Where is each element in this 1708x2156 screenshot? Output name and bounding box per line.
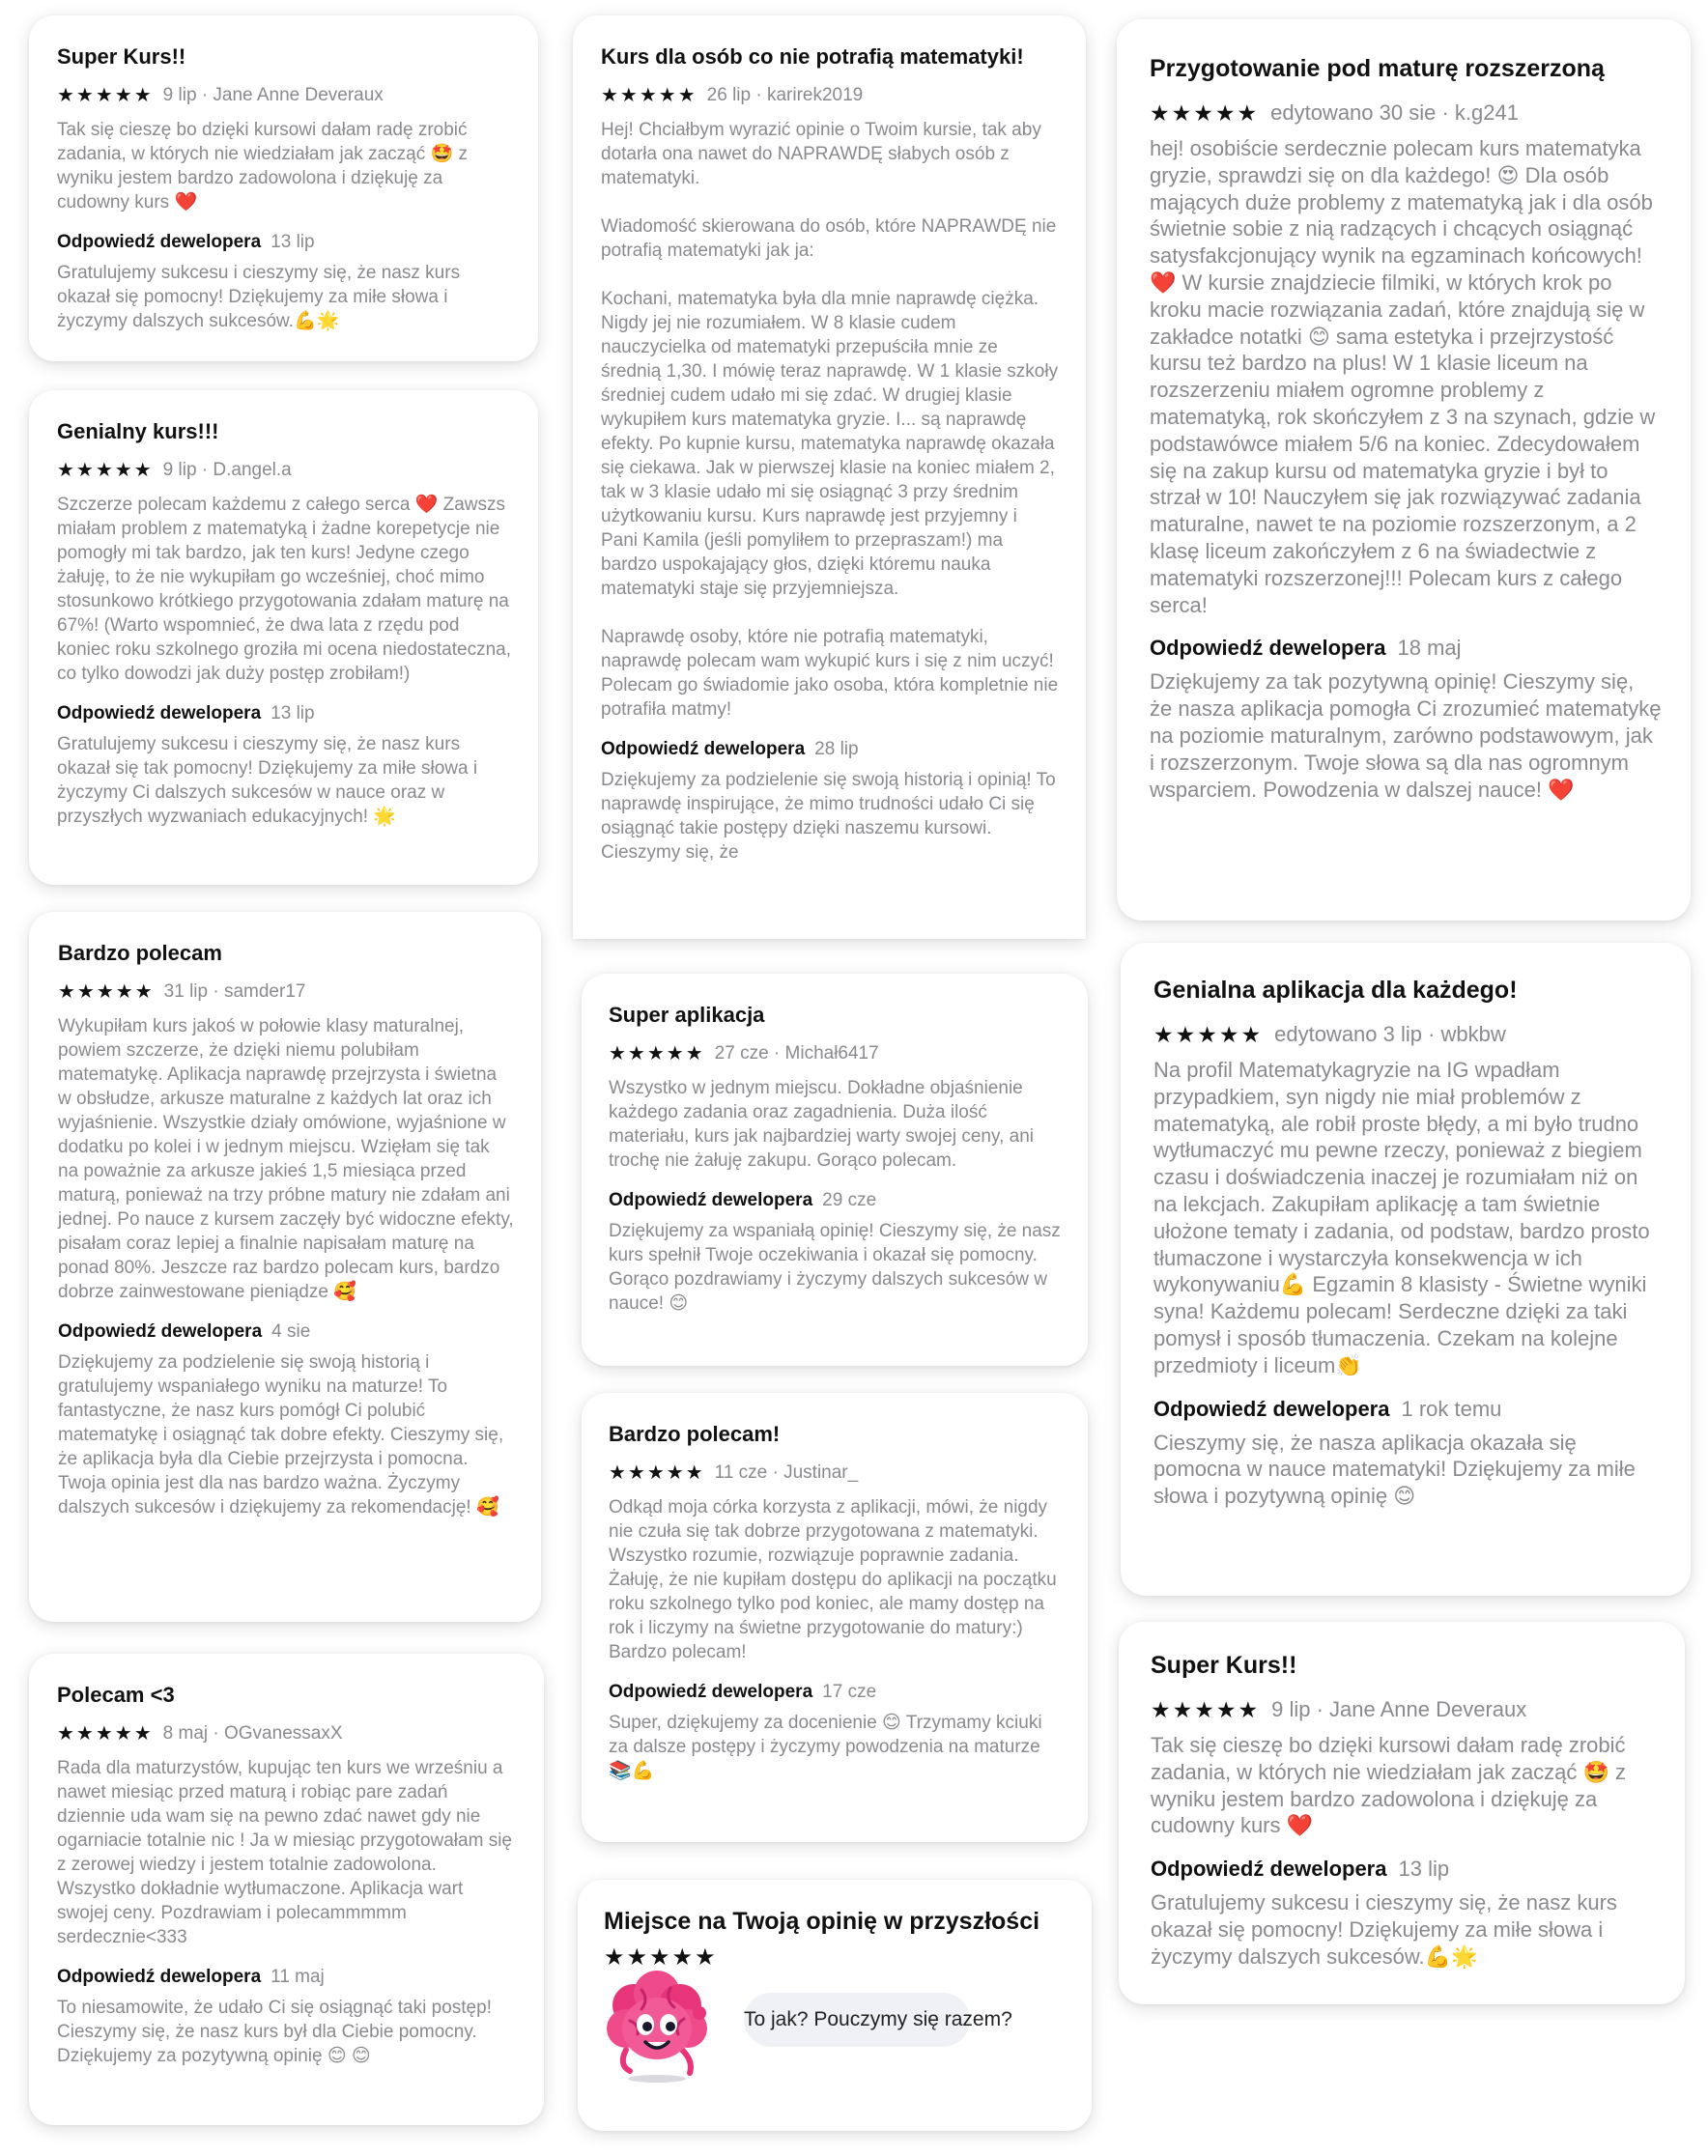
review-body	[57, 1756, 517, 1949]
review-paragraph: Odkąd moja córka korzysta z aplikacji, mówi, że nigdy nie czuła się tak dobrze przygotowana z matematyki. Wszystko rozumie, rozwiązuje poprawnie zadania. Żałuję, że nie kupiłam dostępu do aplikacji na początku roku szkolnego tylko pod koniec, ale mamy dostęp na rok i liczymy na świetne przygotowanie do matury:) Bardzo polecam!	[609, 1497, 1057, 1662]
review-body	[609, 1076, 1061, 1173]
review-meta	[57, 1721, 517, 1746]
review-paragraph: Rada dla maturzystów, kupując ten kurs we wrześniu a nawet miesiąc przed maturą i robiąc pare zadań dziennie uda wam się na pewno zdać nawet gdy nie ogarniacie totalnie nic ! Ja w miesiąc przygotowałam się z zerowej wiedzy i jestem totalnie zadowolona. Wszystko dokładnie wytłumaczone. Aplikacja wart swojej ceny. Pozdrawiam i polecammmmm serdecznie<333	[57, 1758, 512, 1947]
developer-reply-header	[57, 230, 511, 255]
review-paragraph: Tak się cieszę bo dzięki kursowi dałam radę zrobić zadania, w których nie wiedziałam jak zacząć 🤩 z wyniku jestem bardzo zadowolona i dziękuję za cudowny kurs ❤️	[1151, 1733, 1627, 1838]
review-paragraph: Szczerze polecam każdemu z całego serca ❤️ Zawszs miałam problem z matematyką i żadne korepetycje nie pomogły mi tak bardzo, jak ten kurs! Jedyne czego żałuję, to że nie wykupiłam go wcześniej, choć mimo stosunkowo krótkiego przygotowania zdałam maturę na 67%! (Warto wspomnieć, że dwa lata z rzędu pod koniec roku szkolnego groziła mi ocena niedostateczna, co tylko dowodzi jak duży postęp zrobiłam!)	[57, 495, 511, 684]
review-body	[1153, 1057, 1664, 1379]
developer-reply-label: Odpowiedź dewelopera	[1153, 1396, 1390, 1421]
review-title: Super Kurs!!	[1151, 1652, 1297, 1679]
review-body	[57, 493, 511, 686]
review-date-author: 11 cze · Justinar_	[714, 1462, 859, 1483]
rating-stars: ★★★★★	[1153, 1022, 1264, 1047]
developer-reply-date: 1 rok temu	[1401, 1396, 1502, 1421]
rating-stars: ★★★★★	[601, 85, 697, 106]
review-card	[29, 15, 538, 361]
review-meta	[57, 458, 511, 483]
developer-reply-text: Gratulujemy sukcesu i cieszymy się, że nasz kurs okazał się pomocny! Dziękujemy za miłe słowa i życzymy dalszych sukcesów.💪🌟	[57, 263, 461, 331]
review-meta	[609, 1461, 1061, 1486]
review-card	[29, 390, 538, 885]
developer-reply-label: Odpowiedź dewelopera	[57, 232, 262, 252]
placeholder-review-card	[578, 1880, 1092, 2131]
review-card	[1119, 1622, 1685, 2004]
developer-reply-label: Odpowiedź dewelopera	[57, 703, 262, 723]
review-title: Bardzo polecam	[58, 941, 222, 965]
developer-reply-text: Dziękujemy za tak pozytywną opinię! Cieszymy się, że nasza aplikacja pomogła Ci zrozumieć matematykę na poziomie maturalnym, zarówno podstawowym, jak i rozszerzonym. Twoje słowa są dla nas ogromnym wsparciem. Powodzenia w dalszej nauce! ❤️	[1150, 669, 1662, 802]
review-title: Przygotowanie pod maturę rozszerzoną	[1150, 55, 1605, 82]
review-date-author: edytowano 3 lip · wbkbw	[1274, 1022, 1506, 1046]
review-body	[57, 118, 511, 214]
review-meta	[609, 1041, 1061, 1066]
developer-reply-date: 11 maj	[270, 1967, 325, 1987]
developer-reply-header	[601, 737, 1059, 762]
developer-reply-date: 28 lip	[814, 739, 859, 759]
developer-reply-label: Odpowiedź dewelopera	[1151, 1857, 1387, 1882]
developer-reply-text: Gratulujemy sukcesu i cieszymy się, że nasz kurs okazał się tak pomocny! Dziękujemy za miłe słowa i życzymy Ci dalszych sukcesów w nauce oraz w przyszłych wyzwaniach edukacyjnych! 🌟	[57, 734, 478, 827]
developer-reply-label: Odpowiedź dewelopera	[1150, 636, 1386, 661]
review-meta	[1151, 1695, 1658, 1724]
review-body	[601, 118, 1059, 722]
review-meta	[58, 979, 514, 1005]
review-body	[1150, 135, 1662, 618]
review-paragraph: Naprawdę osoby, które nie potrafią matematyki, naprawdę polecam wam wykupić kurs i się z nim uczyć! Polecam go świadomie jako osoba, która kompletnie nie potrafiła matmy!	[601, 627, 1059, 720]
rating-stars: ★★★★★	[57, 460, 154, 481]
developer-reply-header	[57, 701, 511, 726]
developer-reply-label: Odpowiedź dewelopera	[601, 739, 806, 759]
review-title: Genialny kurs!!!	[57, 419, 219, 443]
developer-reply-label: Odpowiedź dewelopera	[57, 1967, 262, 1987]
review-date-author: 31 lip · samder17	[163, 981, 306, 1002]
review-body	[609, 1495, 1061, 1664]
developer-reply-date: 13 lip	[270, 703, 315, 723]
review-title: Super Kurs!!	[57, 44, 186, 69]
developer-reply-date: 13 lip	[270, 232, 315, 252]
review-title: Super aplikacja	[609, 1003, 765, 1027]
rating-stars: ★★★★★	[604, 1944, 718, 1971]
rating-stars: ★★★★★	[1150, 100, 1260, 126]
review-paragraph: Tak się cieszę bo dzięki kursowi dałam radę zrobić zadania, w których nie wiedziałam jak zacząć 🤩 z wyniku jestem bardzo zadowolona i dziękuję za cudowny kurs ❤️	[57, 120, 468, 213]
developer-reply-header	[58, 1319, 514, 1345]
developer-reply-text: Cieszymy się, że nasza aplikacja okazała się pomocna w nauce matematyki! Dziękujemy za miłe słowa i pozytywną opinię 😊	[1153, 1430, 1636, 1509]
developer-reply-text: Gratulujemy sukcesu i cieszymy się, że nasz kurs okazał się pomocny! Dziękujemy za miłe słowa i życzymy dalszych sukcesów.💪🌟	[1151, 1890, 1617, 1969]
developer-reply-label: Odpowiedź dewelopera	[609, 1190, 813, 1210]
review-card	[582, 1393, 1088, 1842]
review-meta	[1153, 1020, 1664, 1049]
developer-reply-header	[57, 1965, 517, 1990]
developer-reply-text: Dziękujemy za podzielenie się swoją historią i gratulujemy wspaniałego wyniku na maturze! To fantastyczne, że nasz kurs pomógł Ci polubić matematykę i osiągnąć tak dobre efekty. Cieszymy się, że aplikacja była dla Ciebie przejrzysta i pomocna. Twoja opinia jest dla nas bardzo ważna. Życzymy dalszych sukcesów i dziękujemy za rekomendację! 🥰	[58, 1352, 504, 1518]
review-meta	[601, 83, 1059, 108]
developer-reply-text: Dziękujemy za wspaniałą opinię! Cieszymy się, że nasz kurs spełnił Twoje oczekiwania i okazał się pomocny. Gorąco pozdrawiamy i życzymy dalszych sukcesów w nauce! 😊	[609, 1221, 1061, 1314]
review-date-author: 9 lip · D.angel.a	[162, 460, 292, 480]
review-paragraph: Hej! Chciałbym wyrazić opinie o Twoim kursie, tak aby dotarła ona nawet do NAPRAWDĘ słabych osób z matematyki.	[601, 120, 1041, 188]
review-date-author: 26 lip · karirek2019	[706, 85, 864, 105]
rating-stars: ★★★★★	[57, 85, 154, 106]
developer-reply-date: 18 maj	[1397, 636, 1462, 661]
developer-reply-text: Super, dziękujemy za docenienie 😊 Trzymamy kciuki za dalsze postępy i życzymy powodzenia na maturze 📚💪	[609, 1713, 1042, 1781]
developer-reply-date: 17 cze	[822, 1682, 877, 1702]
review-title: Genialna aplikacja dla każdego!	[1153, 977, 1518, 1004]
review-card	[29, 1654, 544, 2125]
review-meta	[57, 83, 511, 108]
developer-reply-date: 4 sie	[271, 1321, 311, 1342]
review-date-author: 9 lip · Jane Anne Deveraux	[1271, 1697, 1527, 1721]
review-card	[29, 912, 541, 1622]
review-paragraph: Wiadomość skierowana do osób, które NAPRAWDĘ nie potrafią matematyki jak ja:	[601, 216, 1057, 261]
developer-reply-header	[1151, 1855, 1658, 1884]
developer-reply-label: Odpowiedź dewelopera	[609, 1682, 813, 1702]
review-title: Kurs dla osób co nie potrafią matematyki!	[601, 44, 1024, 69]
developer-reply-text: To niesamowite, że udało Ci się osiągnąć taki postęp! Cieszymy się, że nasz kurs był dla Ciebie pomocny. Dziękujemy za pozytywną opinię 😊 😊	[57, 1998, 492, 2066]
review-paragraph: Kochani, matematyka była dla mnie naprawdę ciężka. Nigdy jej nie rozumiałem. W 8 klasie cudem nauczycielka od matematyki przepuściła mnie ze średnią 1,30. I mówię teraz naprawdę. W 1 klasie szkoły średniej cudem udało mi się zdać. W drugiej klasie wykupiłem kurs matematyka gryzie. I... są naprawdę efekty. Po kupnie kursu, matematyka naprawdę okazała się ciekawa. Jak w pierwszej klasie na koniec miałem 2, tak w 3 klasie udało mi się osiągnąć 3 przy średnim użytkowaniu kursu. Kurs naprawdę jest przyjemny i Pani Kamila (jeśli pomyliłem to przepraszam!) ma bardzo uspokajający głos, dzięki któremu nauka matematyki staje się przyjemniejsza.	[601, 289, 1059, 599]
review-meta	[1150, 99, 1662, 128]
review-title: Polecam <3	[57, 1683, 175, 1707]
developer-reply-date: 29 cze	[822, 1190, 877, 1210]
review-card	[1117, 19, 1691, 921]
review-title: Bardzo polecam!	[609, 1422, 781, 1446]
review-date-author: 8 maj · OGvanessaxX	[162, 1723, 343, 1744]
developer-reply-header	[609, 1188, 1061, 1213]
developer-reply-date: 13 lip	[1398, 1857, 1450, 1882]
brain-mascot-icon	[597, 1965, 717, 2085]
review-card	[1121, 943, 1691, 1596]
developer-reply-header	[1150, 634, 1662, 663]
review-card	[573, 15, 1086, 939]
rating-stars: ★★★★★	[609, 1462, 705, 1484]
rating-stars: ★★★★★	[57, 1723, 154, 1745]
rating-stars: ★★★★★	[1151, 1697, 1261, 1722]
review-paragraph: Wszystko w jednym miejscu. Dokładne objaśnienie każdego zadania oraz zagadnienia. Duża ilość materiału, kurs jak najbardziej warty swojej ceny, ani trochę nie żałuję zakupu. Gorąco polecam.	[609, 1078, 1034, 1171]
developer-reply-label: Odpowiedź dewelopera	[58, 1321, 263, 1342]
rating-stars: ★★★★★	[609, 1043, 705, 1064]
review-date-author: 27 cze · Michał6417	[714, 1043, 879, 1064]
review-card	[582, 974, 1088, 1366]
review-date-author: edytowano 30 sie · k.g241	[1270, 100, 1519, 125]
speech-bubble: To jak? Pouczymy się razem?	[744, 1993, 970, 2047]
review-body	[1151, 1732, 1658, 1839]
developer-reply-header	[1153, 1395, 1664, 1424]
review-paragraph: Wykupiłam kurs jakoś w połowie klasy maturalnej, powiem szczerze, że dzięki niemu polubiłam matematykę. Aplikacja naprawdę przejrzysta i świetna w obsłudze, arkusze maturalne z każdych lat oraz ich wyjaśnienie. Wszystkie działy omówione, wyjaśnione w dodatku po kolei i w jednym miejscu. Wzięłam się tak na poważnie za arkusze jakieś 1,5 miesiąca przed maturą, ponieważ na trzy próbne matury nie zdałam ani jednej. Po nauce z kursem zaczęły być widoczne efekty, pisałam coraz lepiej a finalnie napisałam maturę na ponad 80%. Jeszcze raz bardzo polecam kurs, bardzo dobrze zainwestowane pieniądze 🥰	[58, 1016, 514, 1302]
review-date-author: 9 lip · Jane Anne Deveraux	[162, 85, 384, 105]
developer-reply-text: Dziękujemy za podzielenie się swoją historią i opinią! To naprawdę inspirujące, że mimo trudności udało Ci się osiągnąć takie postępy dzięki naszemu kursowi. Cieszymy się, że	[601, 770, 1056, 863]
placeholder-title: Miejsce na Twoją opinię w przyszłości	[604, 1908, 1040, 1935]
review-paragraph: hej! osobiście serdecznie polecam kurs matematyka gryzie, sprawdzi się on dla każdego! 😍 Dla osób mających duże problemy z matematyką jak i dla osób świetnie sobie z nią radzących i chcących osiągnąć satysfakcjonujący wynik na egzaminach końcowych!❤️ W kursie znajdziecie filmiki, w których krok po kroku macie rozwiązania zadań, które znajdują się w zakładce notatki 😊 sama estetyka i przejrzystość kursu też bardzo na plus! W 1 klasie liceum na rozszerzeniu miałem ogromne problemy z matematyką, rok skończyłem z 3 na szynach, gdzie w podstawówce miałem 5/6 na koniec. Zdecydowałem się na zakup kursu od matematyka gryzie i był to strzał w 10! Nauczyłem się jak rozwiązywać zadania maturalne, nawet te na poziomie rozszerzonym, a 2 klasę liceum zakończyłem z 6 na świadectwie z matematyki rozszerzonej!!! Polecam kurs z całego serca!	[1150, 136, 1656, 617]
review-body	[58, 1014, 514, 1304]
rating-stars: ★★★★★	[58, 981, 155, 1003]
developer-reply-header	[609, 1680, 1061, 1705]
review-paragraph: Na profil Matematykagryzie na IG wpadłam przypadkiem, syn nigdy nie miał problemów z matematyką, ale robił proste błędy, a mi było trudno wytłumaczyć mu pewne rzeczy, ponieważ z biegiem czasu i doświadczenia inaczej je rozumiałam niż on na lekcjach. Zakupiłam aplikację a tam świetnie ułożone tematy i zadania, od podstaw, bardzo prosto tłumaczone i wystarczyła konsekwencja w ich wykonywaniu💪 Egzamin 8 klasisty - Świetne wyniki syna! Każdemu polecam! Serdeczne dzięki za taki pomysł i sposób tłumaczenia. Czekam na kolejne przedmioty i liceum👏	[1153, 1058, 1650, 1377]
